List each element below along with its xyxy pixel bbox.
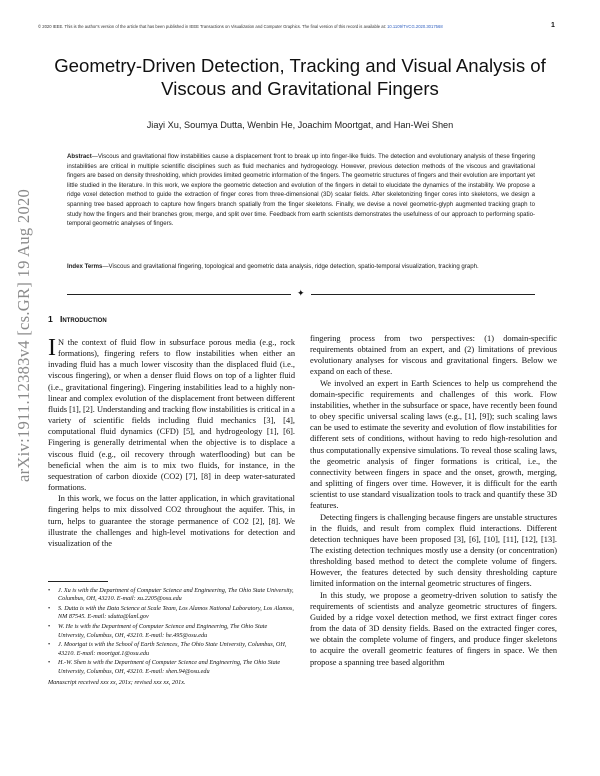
page-number: 1 (551, 22, 555, 29)
abstract-text: —Viscous and gravitational flow instabilities cause a displacement front to break up into finger-like fluids. The detection and evolutionary analysis of these fingering instabilities are critical in multiple scientific disciplines such as fluid mechanics and hydrogeology. However, previous detection methods of the viscous and gravitational fingers are based on density thresholding, which provides limited geometric information of the fingers. The geometric structures of fingers and their evolution are important yet little studied in the literature. In this work, we explore the geometric detection and evolution of the fingers in detail to elucidate the dynamics of the instability. We propose a ridge voxel detection method to guide the extraction of finger cores from three-dimensional (3D) scalar fields. After skeletonizing finger cores into skeletons, we design a spanning tree based approach to capture how fingers branch spatially from the finger skeletons. Finally, we devise a novel geometric-glyph augmented tracking graph to study how the fingers and their branches grow, merge, and split over time. Feedback from earth scientists demonstrates the usefulness of our approach to performing spatio-temporal geometric analyses of fingers. (67, 153, 535, 228)
footnote-rule (48, 581, 108, 582)
section-title: Introduction (59, 314, 107, 324)
journal-notice (38, 24, 558, 29)
drop-cap: I (48, 335, 56, 361)
paragraph: We involved an expert in Earth Sciences to help us comprehend the domain-specific requirements and challenges of this work. Flow instabilities, whether in the subsurface or space, have recently been found to obey specific universal scaling laws (e.g., [1], [9]); such scaling laws can be used to estimate the severity and evolution of flow instabilities for different sets of conditions, without having to redo high-resolution and thus computationally expensive simulations. To reveal those scaling laws, the geometric analysis of finger formations is critical, i.e., the connectivity between fingers in space and the onset, growth, merging, and splitting of fingers over time. However, it is difficult for the earth scientist to use standard visualization tools to track and quantify these 3D features. (310, 378, 557, 511)
affiliation-item: • S. Dutta is with the Data Science at Scale Team, Los Alamos National Laboratory, Los Alamos, NM 87545. E-mail: sdutta@lanl.gov (48, 605, 295, 622)
paragraph (48, 337, 295, 493)
author-affiliations (48, 581, 295, 687)
right-column (310, 333, 557, 668)
affiliation-list (48, 587, 295, 677)
section-divider (67, 290, 535, 300)
affiliation-item: • W. He is with the Department of Computer Science and Engineering, The Ohio State University, Columbus, OH, 43210. E-mail: he.495@osu.edu (48, 623, 295, 640)
affiliation-item: • H.-W. Shen is with the Department of Computer Science and Engineering, The Ohio State University, Columbus, OH, 43210. E-mail: shen.94@osu.edu (48, 659, 295, 676)
author-list: Jiayi Xu, Soumya Dutta, Wenbin He, Joachim Moortgat, and Han-Wei Shen (146, 120, 454, 130)
doi-link[interactable]: 10.1109/TVCG.2020.3017568 (387, 24, 443, 29)
paper-title: Geometry-Driven Detection, Tracking and Visual Analysis of Viscous and Gravitational Fingers (54, 55, 546, 99)
section-number: 1 (48, 314, 53, 324)
paragraph: In this work, we focus on the latter application, in which gravitational fingering helps to mix dissolved CO2 throughout the aquifer. This, in turn, helps to guarantee the storage permanence of CO2 [2], [8]. We illustrate the challenges and high-level motivations for detection and visualization of the (48, 494, 295, 548)
abstract (67, 152, 535, 229)
divider-line-left (67, 294, 291, 295)
paragraph: fingering process from two perspectives: (1) domain-specific requirements obtained from an expert, and (2) limitations of previous evolutionary analyses for viscous and gravitational fingers. Below we expand on each of these. (310, 334, 557, 377)
paragraph-text: N the context of fluid flow in subsurface porous media (e.g., rock formations), fingering refers to flow instabilities when either an invading fluid has a much lower viscosity than the displaced fluid (i.e., viscous fingering), or when a denser fluid flows on top of a lighter fluid (i.e., gravitational fingering). Fingering instabilities lead to a highly non-linear and complex evolution of the displacement front between different fluids [1], [2]. Understanding and tracking flow instabilities is critical in a variety of scientific fields including fluid mechanics [3], [4], computational fluid dynamics (CFD) [5], and hydrogeology [1], [6]. Fingering is generally detrimental when the objective is to displace a viscous fluid (e.g., oil recovery through waterflooding) but can be beneficial when the aim is to mix two fluids, for instance, in the sequestration of carbon dioxide (CO2) [7], [8] in deep water-saturated formations. (48, 338, 295, 493)
notice-text: © 2020 IEEE. This is the author's version of the article that has been published in IEEE Transactions on Visualization and Computer Graphics. The final version of this record is available at: (38, 24, 386, 29)
abstract-label: Abstract (67, 153, 92, 160)
section-heading (48, 314, 107, 324)
manuscript-note: Manuscript received xxx xx, 201x; revised xxx xx, 201x. (48, 678, 186, 686)
affiliation-item: • J. Moortgat is with the School of Earth Sciences, The Ohio State University, Columbus, OH, 43210. E-mail: moortgat.1@osu.edu (48, 641, 295, 658)
index-terms-label: Index Terms (67, 263, 103, 270)
divider-diamond-icon: ✦ (297, 288, 305, 298)
index-terms-text: —Viscous and gravitational fingering, topological and geometric data analysis, ridge detection, spatio-temporal visualization, tracking graph. (102, 263, 479, 270)
index-terms (67, 262, 535, 272)
arxiv-identifier: arXiv:1911.12383v4 [cs.GR] 19 Aug 2020 (14, 188, 33, 482)
divider-line-right (311, 294, 535, 295)
affiliation-item: • J. Xu is with the Department of Computer Science and Engineering, The Ohio State University, Columbus, OH, 43210. E-mail: xu.2205@osu.edu (48, 587, 295, 604)
left-column (48, 337, 295, 549)
paragraph: In this study, we propose a geometry-driven solution to satisfy the requirements of scientists and analyze geometric structures of fingers. Guided by a ridge voxel detection method, we first extract finger cores from the data of 3D density fields. Based on the extracted finger cores, we obtain the complete volume of fingers, and produce finger skeletons to acquire the overall geometric features of fingers in space. We then propose a spanning tree based algorithm (310, 590, 557, 667)
paragraph: Detecting fingers is challenging because fingers are unstable structures in the fluids, and result from complex fluid interactions. Different detection techniques have been proposed [3], [6], [10], [11], [12], [13]. The existing detection techniques mostly use a density (or concentration) thresholding based method to detect the complete volume of fingers. However, the features detected by such density thresholding capture limited information on the internal geometric structures of fingers. (310, 512, 557, 589)
